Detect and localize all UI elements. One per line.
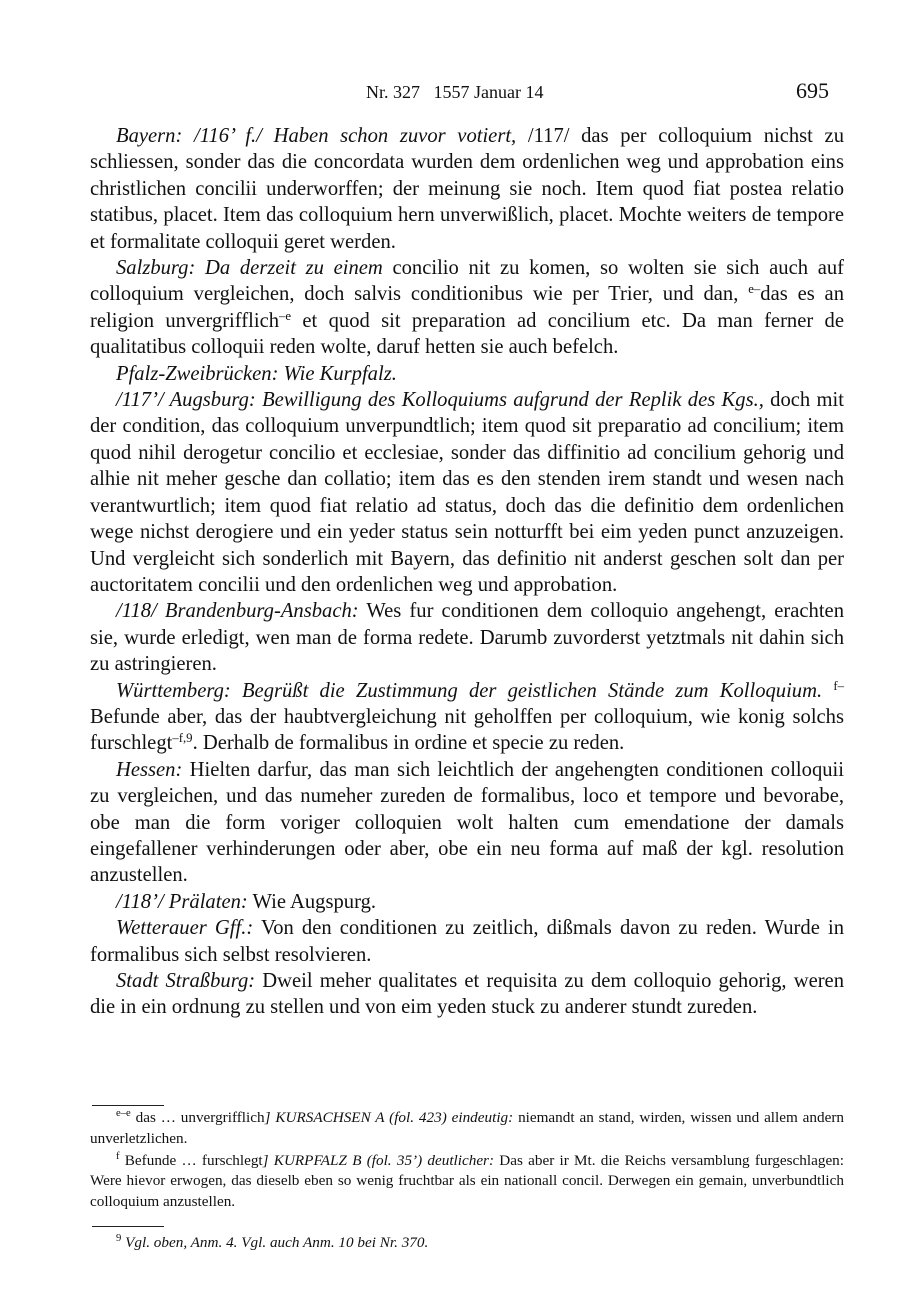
paragraph-bayern [90,123,844,255]
speaker-label: /118/ Brandenburg-Ansbach: [116,600,359,623]
paragraph-praelaten [90,889,844,915]
footnote-divider [92,1105,164,1106]
footnote-marker: –e [279,308,292,323]
paragraph-text: doch mit der condition, das colloquium unverpundtlich; item quod sit preparatio ad concilium; item quod nihil derogetur concilio et ecclesiae, sonder das diffinitio ad concilium gehorig und alhie nit meher gesche dan collatio; item das es den stenden irem standt und wesen nach verantwurtlich; item quod fiat relatio ad status, doch das die definitio dem ordenlichen wege nichst derogiere und ein yeder status sein notturfft bei eim yeden punct anzuzeigen. Und vergleicht sich sonderlich mit Bayern, das definitio nit anderst geschen solt dan per auctoritatem concilii und den ordenlichen weg und approbation. [90,389,844,596]
speaker-label: Salzburg: Da derzeit zu einem [116,257,383,280]
paragraph-brandenburg-ansbach [90,598,844,677]
speaker-label: /117’/ Augsburg: Bewilligung des Kolloquiums aufgrund der Replik des Kgs., [116,389,764,412]
speaker-label: Pfalz-Zweibrücken: Wie Kurpfalz. [116,362,397,385]
paragraph-text: et quod sit preparation ad concilium etc. Da man ferner de qualitatibus colloquii reden wolte, daruf hetten sie auch befelch. [90,309,844,359]
footnote-marker: f [116,1150,120,1162]
paragraph-text: Befunde aber, das der haubtvergleichung nit geholffen per colloquium, wie konig solchs furschlegt [90,705,844,755]
footnote-lemma: das … unvergrifflich [130,1109,265,1126]
speaker-label: Württemberg: Begrüßt die Zustimmung der geistlichen Stände zum Kolloquium. [116,679,823,702]
paragraph-text: Wie Augspurg. [247,890,377,913]
footnote-lemma: Befunde … furschlegt [119,1151,263,1169]
paragraph-text: . Derhalb de formalibus in ordine et specie zu reden. [192,732,625,755]
speaker-label: Wetterauer Gff.: [116,917,254,940]
speaker-label: Bayern: /116’ f./ Haben schon zuvor votiert, [116,125,517,147]
footnote-text: Das aber ir Mt. die Reichs versamblung furgeschlagen: Were hievor erwogen, das dieselb eben so wenig fruchtbar als ein nationall concil. Derwegen ein gemain, unverbundtlich colloquium anzustellen. [90,1151,844,1211]
paragraph-salzburg [90,255,844,361]
paragraph-text: Von den conditionen zu zeitlich, dißmals davon zu reden. Wurde in formalibus sich selbst resolvieren. [90,917,844,966]
textual-notes [90,1108,844,1214]
footnote-f [90,1151,844,1213]
paragraph-wuerttemberg [90,678,844,757]
footnote-marker: e– [748,282,761,297]
footnote-9 [90,1233,844,1254]
paragraph-hessen [90,757,844,889]
commentary-notes [90,1233,844,1255]
footnote-e [90,1108,844,1150]
footnote-marker: 9 [116,1233,122,1245]
paragraph-text: concilio nit zu komen, so wolten sie sich auch auf colloquium vergleichen, doch salvis conditionibus wie per Trier, und dan, [90,257,844,306]
footnote-text: niemandt an stand, wirden, wissen und allem andern unverletzlichen. [90,1109,844,1147]
running-head: Nr. 327 1557 Januar 14 [366,82,544,102]
paragraph-text: Wes fur conditionen dem colloquio angehengt, erachten sie, wurde erledigt, wen man de forma redete. Darumb zuvorderst yetztmals nit dahin sich zu astringieren. [90,600,844,676]
paragraph-text: Hielten darfur, das man sich leichtlich der angehengten conditionen colloquii zu vergleichen, und das numeher zureden de formalibus, loco et tempore und bevorabe, obe man die form voriger colloquien wolt halten cum emendatione der damals eingefallener verhinderungen oder aber, obe ein neu forma auf maß der kgl. resolution anzustellen. [90,758,844,887]
footnote-marker: –f,9 [172,731,193,746]
speaker-label: /118’/ Prälaten: [116,890,248,913]
speaker-label: Stadt Straßburg: [116,970,256,992]
paragraph-augsburg [90,387,844,598]
footnote-marker: e–e [116,1108,131,1120]
paragraph-text: /117/ das per colloquium nichst zu schliessen, sonder das die concordata wurden dem ordenlichen weg und approbation eins christlichen concilii underworffen; der meinung sie noch. Item quod fiat postea relatio statibus, placet. Item das colloquium hern unverwißlich, placet. Mochte weiters de tempore et formalitate colloquii geret werden. [90,125,844,253]
footnote-source: ] KURPFALZ B (fol. 35’) deutlicher: [262,1151,495,1169]
footnote-marker: f– [833,678,844,693]
footnote-text: Vgl. oben, Anm. 4. Vgl. auch Anm. 10 bei Nr. 370. [121,1234,429,1251]
page-number: 695 [796,78,829,103]
footnote-source: ] KURSACHSEN A (fol. 423) eindeutig: [264,1109,514,1126]
paragraph-strassburg [90,968,844,1021]
page-header [0,78,900,108]
paragraph-wetterauer [90,915,844,968]
paragraph-text: das es an religion unvergrifflich [90,283,844,332]
footnote-divider [92,1226,164,1227]
paragraph-pfalz-zweibruecken [90,361,844,387]
main-text [90,123,844,1021]
paragraph-text: Dweil meher qualitates et requisita zu dem colloquio gehorig, weren die in ein ordnung zu stellen und von eim yeden stuck zu anderer stundt zureden. [90,970,844,1019]
speaker-label: Hessen: [116,758,183,781]
